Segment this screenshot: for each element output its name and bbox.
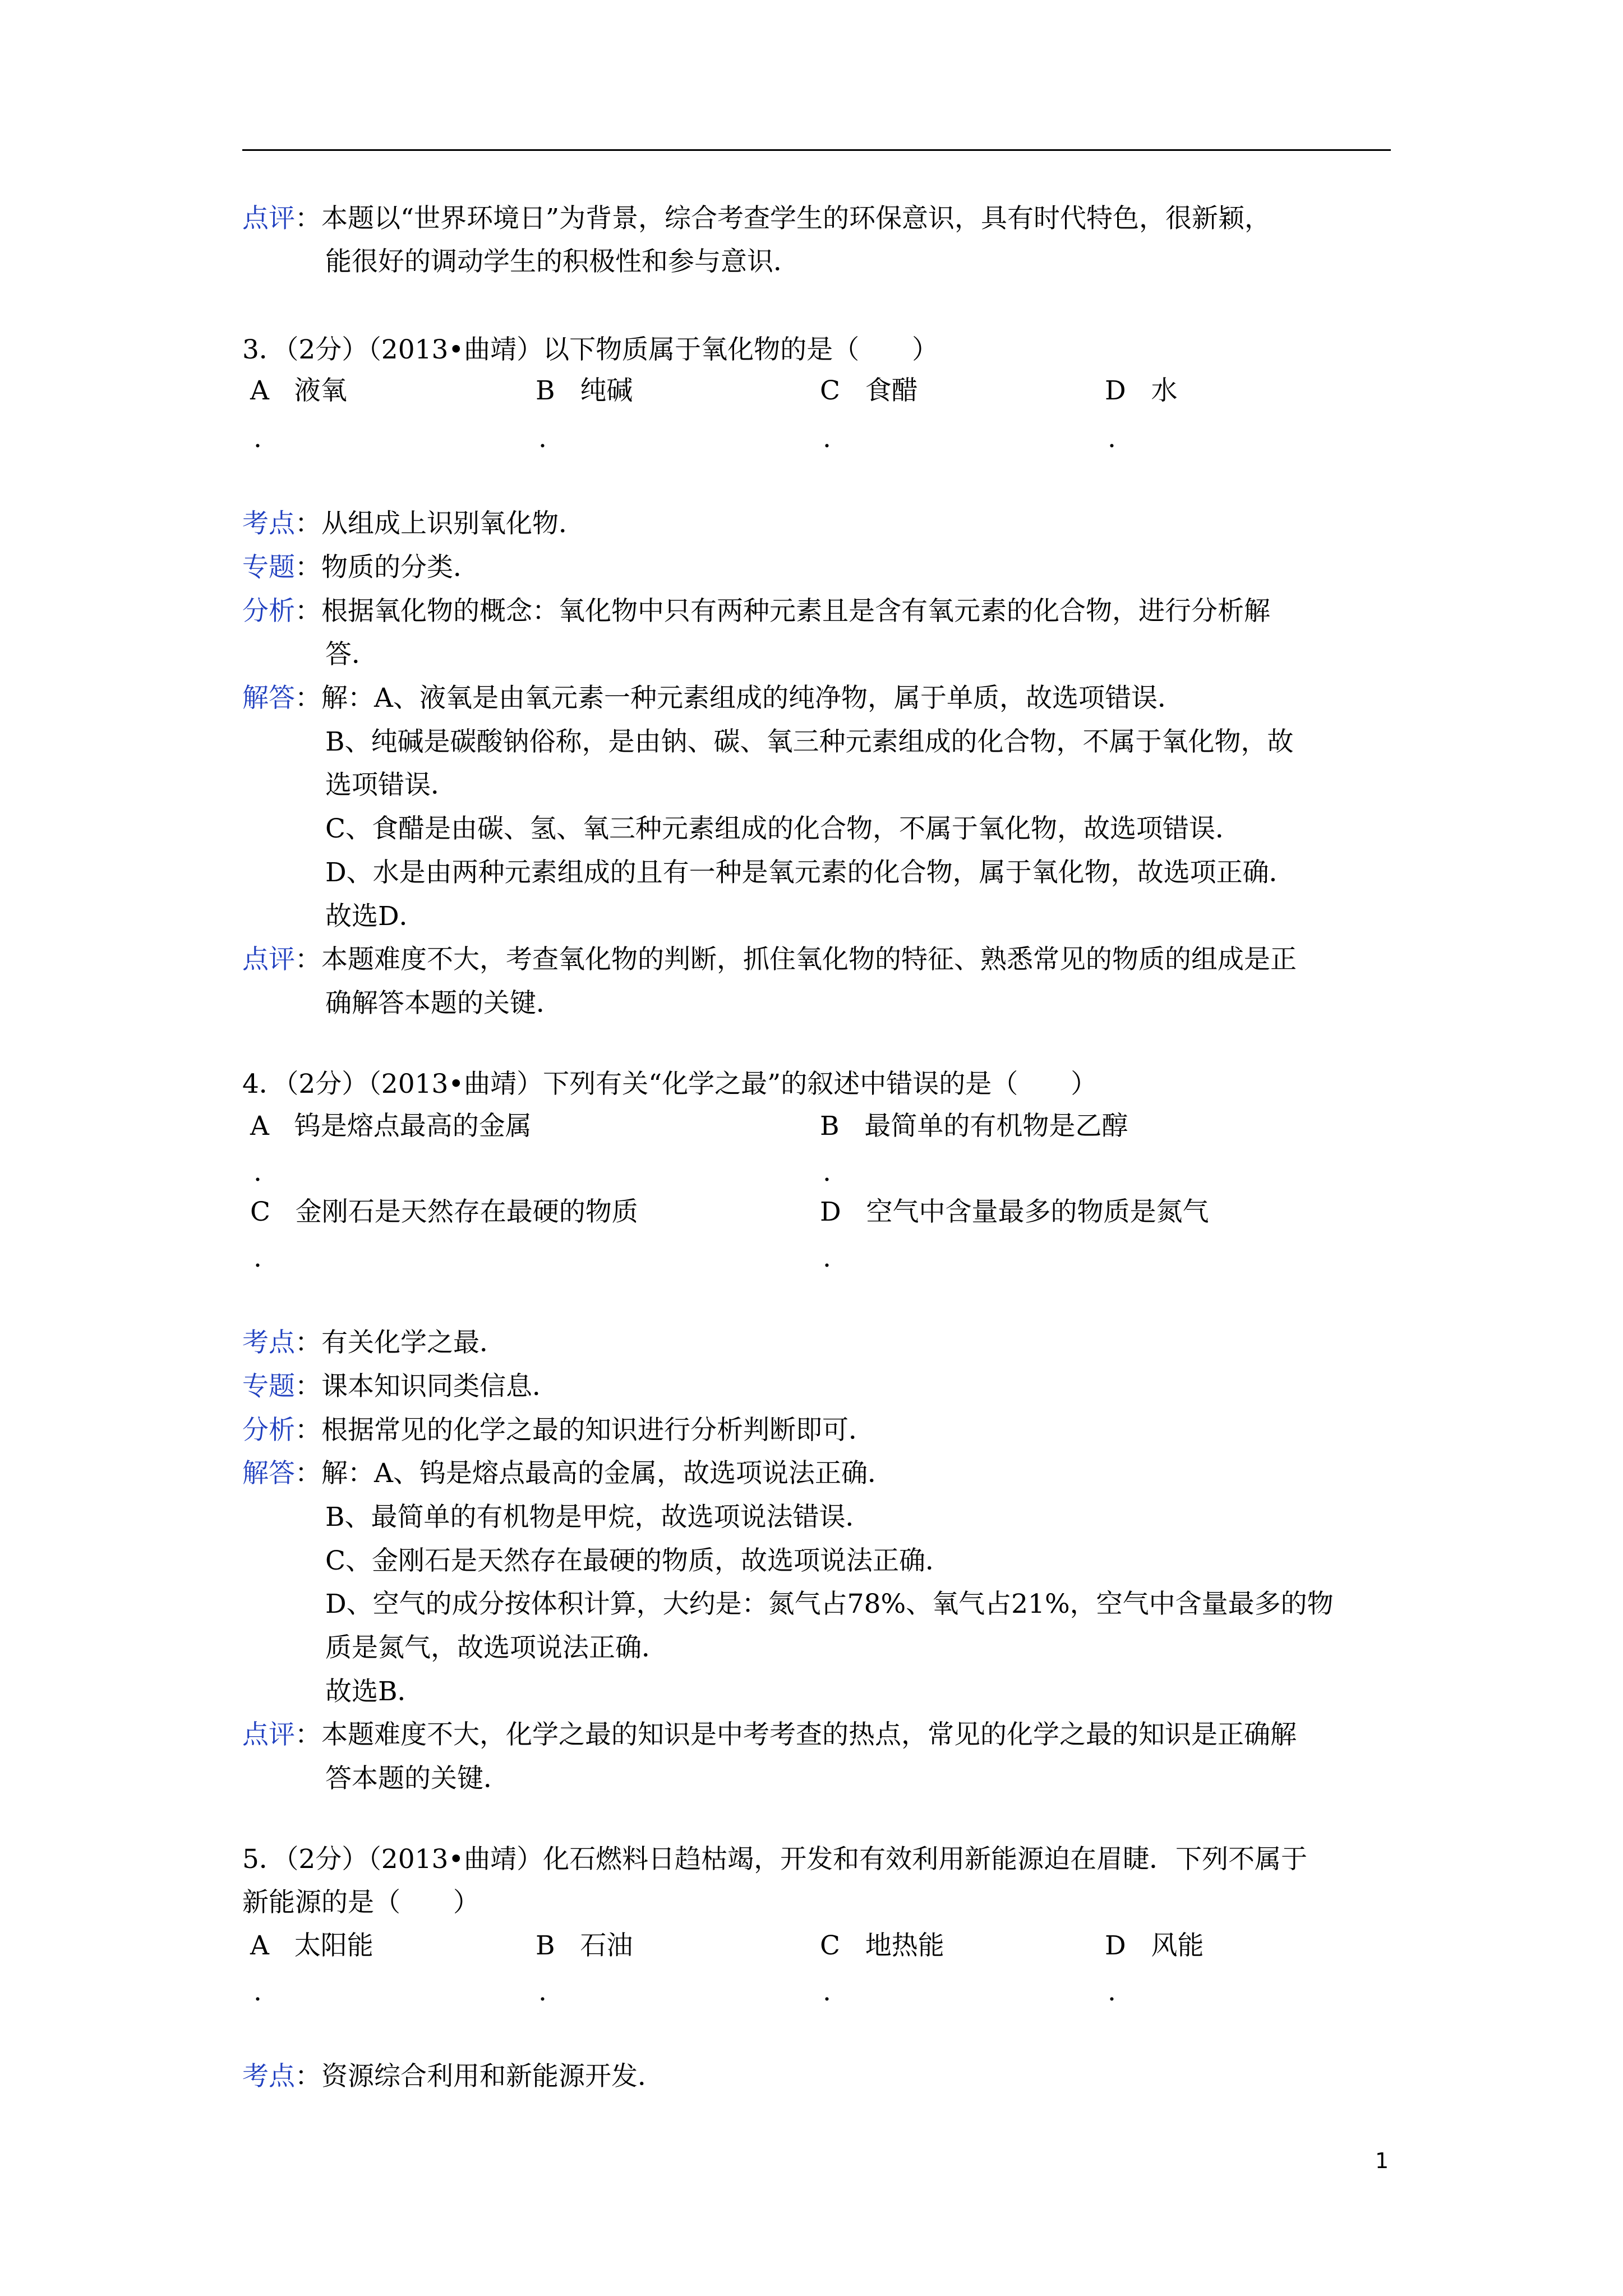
jieda-line: 选项错误． — [325, 770, 457, 800]
dianping-line: 点评：本题难度不大，化学之最的知识是中考考查的热点，常见的化学之最的知识是正确解 — [242, 1719, 1297, 1750]
question-stem: 5．（2分）（2013•曲靖）化石燃料日趋枯竭，开发和有效利用新能源迫在眉睫．下列不属于 — [242, 1844, 1308, 1875]
option-b: B 石油 — [536, 1930, 633, 1961]
option-a: A 液氧 — [250, 375, 347, 406]
kaodian-line: 考点：有关化学之最． — [242, 1327, 506, 1358]
jieda-line: 解答：解：A、钨是熔点最高的金属，故选项说法正确． — [242, 1458, 894, 1489]
fenxi-line: 分析：根据氧化物的概念：氧化物中只有两种元素且是含有氧元素的化合物，进行分析解 — [242, 596, 1270, 627]
option-dot: . — [253, 1157, 262, 1188]
option-dot: . — [253, 1243, 262, 1273]
jieda-line: C、食醋是由碳、氢、氧三种元素组成的化合物，不属于氧化物，故选项错误． — [325, 813, 1242, 844]
jieda-line: 故选D． — [325, 901, 426, 932]
option-dot: . — [1108, 1976, 1116, 2007]
question-stem: 4．（2分）（2013•曲靖）下列有关“化学之最”的叙述中错误的是（ ） — [242, 1069, 1098, 1099]
option-dot: . — [1108, 423, 1116, 454]
section-label: 考点 — [242, 2061, 295, 2092]
section-label: 专题 — [242, 552, 295, 583]
section-label: 解答 — [242, 683, 295, 714]
option-c: C 食醋 — [820, 375, 918, 406]
section-label: 点评 — [242, 203, 295, 234]
section-label: 考点 — [242, 1327, 295, 1358]
kaodian-line: 考点：资源综合利用和新能源开发． — [242, 2061, 664, 2092]
section-label: 考点 — [242, 508, 295, 539]
fenxi-line: 答． — [325, 639, 378, 670]
dianping-line: 点评：本题难度不大，考查氧化物的判断，抓住氧化物的特征、熟悉常见的物质的组成是正 — [242, 944, 1297, 975]
option-dot: . — [823, 1243, 831, 1273]
section-label: 分析 — [242, 596, 295, 627]
jieda-line: B、最简单的有机物是甲烷，故选项说法错误． — [325, 1502, 872, 1533]
option-c: C 地热能 — [820, 1930, 944, 1961]
option-dot: . — [253, 423, 262, 454]
dianping-line: 答本题的关键． — [325, 1763, 510, 1794]
section-label: 分析 — [242, 1415, 295, 1446]
kaodian-line: 考点：从组成上识别氧化物． — [242, 508, 585, 539]
option-c: C 金刚石是天然存在最硬的物质 — [250, 1197, 638, 1227]
option-b: B 最简单的有机物是乙醇 — [820, 1111, 1128, 1142]
page-number: 1 — [1375, 2148, 1389, 2173]
option-dot: . — [823, 1976, 831, 2007]
option-d: D 水 — [1105, 375, 1178, 406]
section-label: 点评 — [242, 1719, 295, 1750]
jieda-line: 质是氮气，故选项说法正确． — [325, 1632, 668, 1663]
section-label: 点评 — [242, 944, 295, 975]
option-dot: . — [823, 1157, 831, 1188]
dianping-line: 确解答本题的关键． — [325, 988, 562, 1019]
question-stem: 3．（2分）（2013•曲靖）以下物质属于氧化物的是（ ） — [242, 334, 939, 365]
header-rule — [242, 149, 1391, 151]
jieda-line: 解答：解：A、液氧是由氧元素一种元素组成的纯净物，属于单质，故选项错误． — [242, 683, 1184, 714]
question-stem: 新能源的是（ ） — [242, 1887, 479, 1918]
option-d: D 风能 — [1105, 1930, 1204, 1961]
section-label: 专题 — [242, 1371, 295, 1402]
comment-line: 点评：本题以“世界环境日”为背景，综合考查学生的环保意识，具有时代特色，很新颖， — [242, 203, 1271, 234]
option-dot: . — [253, 1976, 262, 2007]
option-a: A 太阳能 — [250, 1930, 374, 1961]
zhuanti-line: 专题：课本知识同类信息． — [242, 1371, 559, 1402]
option-dot: . — [538, 423, 547, 454]
option-d: D 空气中含量最多的物质是氮气 — [820, 1197, 1209, 1227]
comment-line: 能很好的调动学生的积极性和参与意识． — [325, 246, 800, 277]
option-dot: . — [538, 1976, 547, 2007]
jieda-line: 故选B． — [325, 1676, 424, 1707]
option-b: B 纯碱 — [536, 375, 633, 406]
jieda-line: B、纯碱是碳酸钠俗称，是由钠、碳、氧三种元素组成的化合物，不属于氧化物，故 — [325, 726, 1294, 757]
section-label: 解答 — [242, 1458, 295, 1489]
jieda-line: D、空气的成分按体积计算，大约是：氮气占78%、氧气占21%，空气中含量最多的物 — [325, 1589, 1334, 1619]
zhuanti-line: 专题：物质的分类． — [242, 552, 479, 583]
option-dot: . — [823, 423, 831, 454]
jieda-line: C、金刚石是天然存在最硬的物质，故选项说法正确． — [325, 1545, 952, 1576]
option-a: A 钨是熔点最高的金属 — [250, 1111, 532, 1142]
fenxi-line: 分析：根据常见的化学之最的知识进行分析判断即可． — [242, 1415, 875, 1446]
jieda-line: D、水是由两种元素组成的且有一种是氧元素的化合物，属于氧化物，故选项正确． — [325, 857, 1295, 888]
